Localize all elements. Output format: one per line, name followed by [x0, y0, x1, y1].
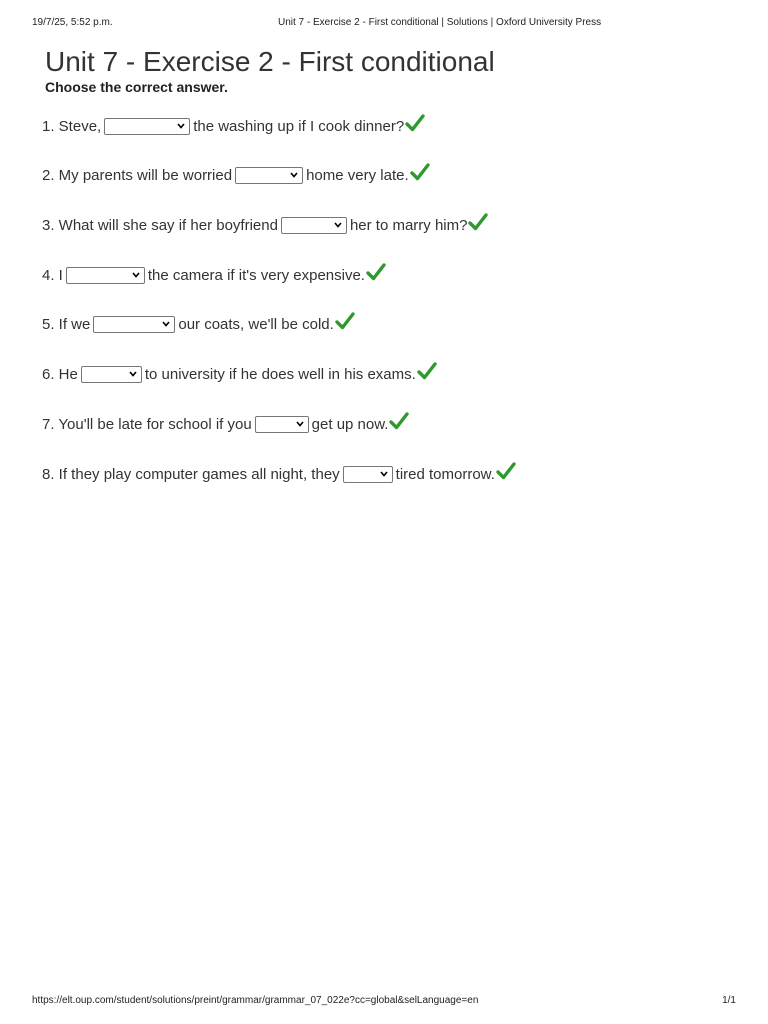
question-8-text-after: tired tomorrow.	[395, 465, 495, 483]
chevron-down-icon	[162, 321, 170, 327]
question-7-text-before: 7. You'll be late for school if you	[42, 415, 252, 433]
check-icon	[496, 461, 516, 481]
question-5	[42, 312, 355, 336]
question-3-text-after: her to marry him?	[349, 216, 468, 234]
print-page-title: Unit 7 - Exercise 2 - First conditional | Solutions | Oxford University Press	[278, 17, 602, 28]
instructions: Choose the correct answer.	[45, 79, 228, 95]
question-3-text-before: 3. What will she say if her boyfriend	[42, 216, 278, 234]
check-icon	[417, 361, 437, 381]
chevron-down-icon	[334, 222, 342, 228]
question-1-text-after: the washing up if I cook dinner?	[193, 117, 405, 135]
check-icon	[405, 113, 425, 133]
check-icon	[410, 162, 430, 182]
question-2-answer-select[interactable]	[235, 167, 303, 184]
check-icon	[335, 311, 355, 331]
question-6-answer-select[interactable]	[81, 366, 142, 383]
question-2-text-before: 2. My parents will be worried	[42, 166, 233, 184]
question-5-text-after: our coats, we'll be cold.	[178, 315, 334, 333]
print-date: 19/7/25, 5:52 p.m.	[32, 17, 113, 28]
question-7	[42, 412, 409, 436]
question-4	[42, 263, 386, 287]
question-3-answer-select[interactable]	[281, 217, 347, 234]
question-6-text-after: to university if he does well in his exams.	[144, 365, 416, 383]
check-icon	[366, 262, 386, 282]
print-footer	[32, 995, 736, 1009]
question-4-answer-select[interactable]	[66, 267, 145, 284]
question-6	[42, 362, 437, 386]
question-8	[42, 462, 516, 486]
question-2	[42, 163, 430, 187]
question-1-text-before: 1. Steve,	[42, 117, 102, 135]
question-8-text-before: 8. If they play computer games all night, they	[42, 465, 340, 483]
print-url: https://elt.oup.com/student/solutions/preint/grammar/grammar_07_022e?cc=global&selLanguage=en	[32, 995, 479, 1006]
chevron-down-icon	[177, 123, 185, 129]
chevron-down-icon	[296, 421, 304, 427]
print-page-count: 1/1	[722, 995, 736, 1006]
question-6-text-before: 6. He	[42, 365, 78, 383]
check-icon	[468, 212, 488, 232]
question-3	[42, 213, 488, 237]
chevron-down-icon	[290, 172, 298, 178]
print-header	[32, 17, 736, 31]
question-7-answer-select[interactable]	[255, 416, 309, 433]
question-7-text-after: get up now.	[311, 415, 389, 433]
question-5-text-before: 5. If we	[42, 315, 91, 333]
question-4-text-after: the camera if it's very expensive.	[147, 266, 365, 284]
question-2-text-after: home very late.	[306, 166, 409, 184]
page-title: Unit 7 - Exercise 2 - First conditional	[45, 46, 495, 77]
question-8-answer-select[interactable]	[343, 466, 393, 483]
question-5-answer-select[interactable]	[93, 316, 175, 333]
question-1	[42, 114, 425, 138]
chevron-down-icon	[380, 471, 388, 477]
question-4-text-before: 4. I	[42, 266, 63, 284]
question-1-answer-select[interactable]	[104, 118, 190, 135]
check-icon	[389, 411, 409, 431]
chevron-down-icon	[132, 272, 140, 278]
chevron-down-icon	[129, 371, 137, 377]
